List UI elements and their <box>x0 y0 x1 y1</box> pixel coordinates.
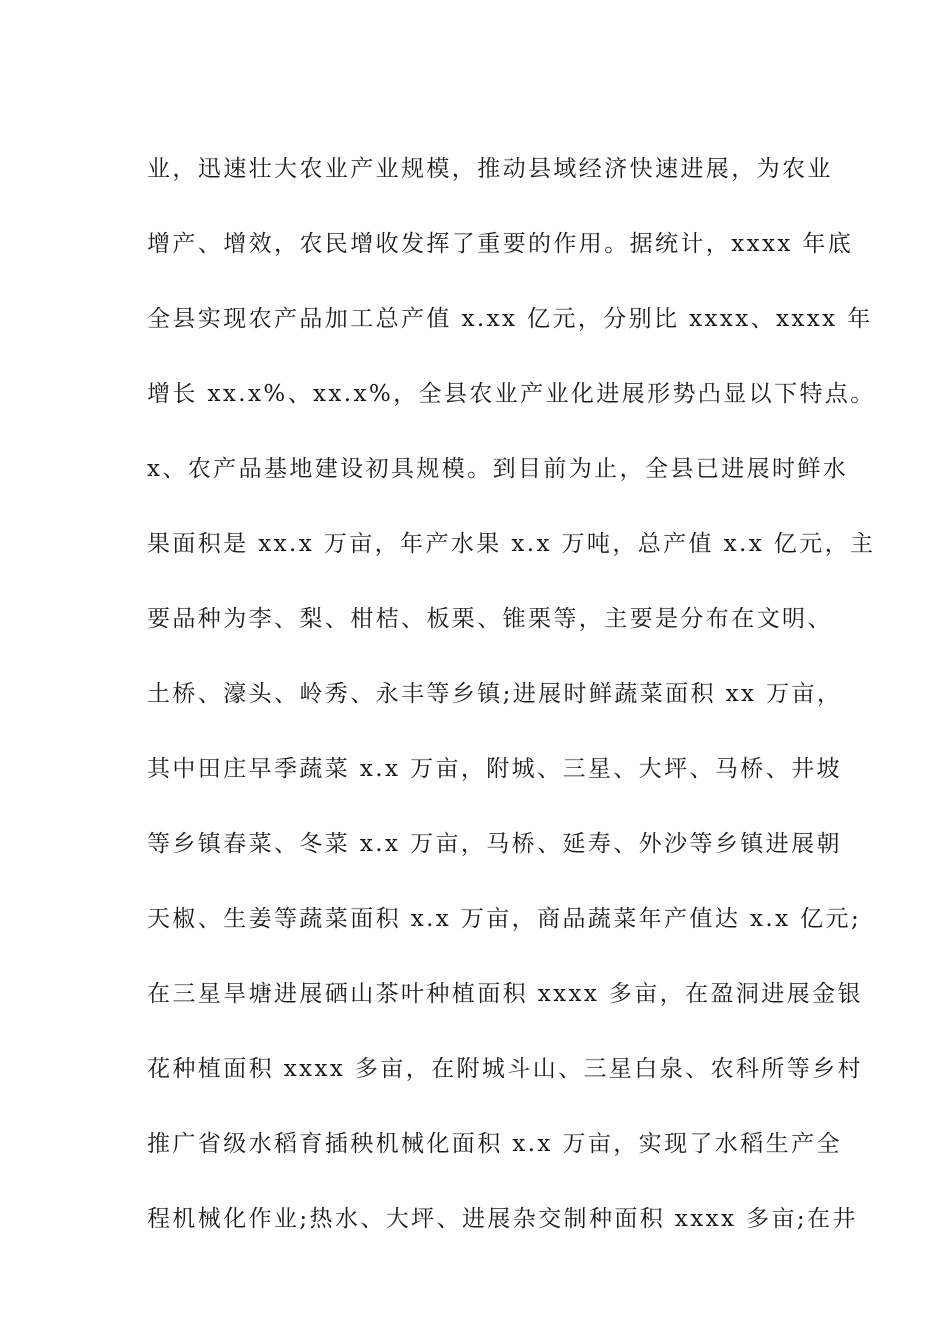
text-line: 增长 xx.x%、xx.x%，全县农业产业化进展形势凸显以下特点。 <box>147 381 876 407</box>
text-line: 程机械化作业;热水、大坪、进展杂交制种面积 xxxx 多亩;在井 <box>147 1206 858 1232</box>
text-line: 果面积是 xx.x 万亩，年产水果 x.x 万吨，总产值 x.x 亿元，主 <box>147 531 876 557</box>
text-line: x、农产品基地建设初具规模。到目前为止，全县已进展时鲜水 <box>147 456 849 482</box>
text-line: 推广省级水稻育插秧机械化面积 x.x 万亩，实现了水稻生产全 <box>147 1131 842 1157</box>
text-line: 天椒、生姜等蔬菜面积 x.x 万亩，商品蔬菜年产值达 x.x 亿元; <box>147 906 862 932</box>
text-line: 在三星旱塘进展硒山茶叶种植面积 xxxx 多亩，在盈洞进展金银 <box>147 981 863 1007</box>
text-line: 土桥、濠头、岭秀、永丰等乡镇;进展时鲜蔬菜面积 xx 万亩， <box>147 681 843 707</box>
text-line: 要品种为李、梨、柑桔、板栗、锥栗等，主要是分布在文明、 <box>147 606 833 632</box>
text-line: 其中田庄早季蔬菜 x.x 万亩，附城、三星、大坪、马桥、井坡 <box>147 756 842 782</box>
body-text <box>147 132 876 1257</box>
text-line: 增产、增效，农民增收发挥了重要的作用。据统计，xxxx 年底 <box>147 231 854 257</box>
text-line: 业，迅速壮大农业产业规模，推动县域经济快速进展，为农业 <box>147 156 833 182</box>
text-line: 花种植面积 xxxx 多亩，在附城斗山、三星白泉、农科所等乡村 <box>147 1056 863 1082</box>
text-line: 全县实现农产品加工总产值 x.xx 亿元，分别比 xxxx、xxxx 年 <box>147 306 873 332</box>
text-line: 等乡镇春菜、冬菜 x.x 万亩，马桥、延寿、外沙等乡镇进展朝 <box>147 831 842 857</box>
